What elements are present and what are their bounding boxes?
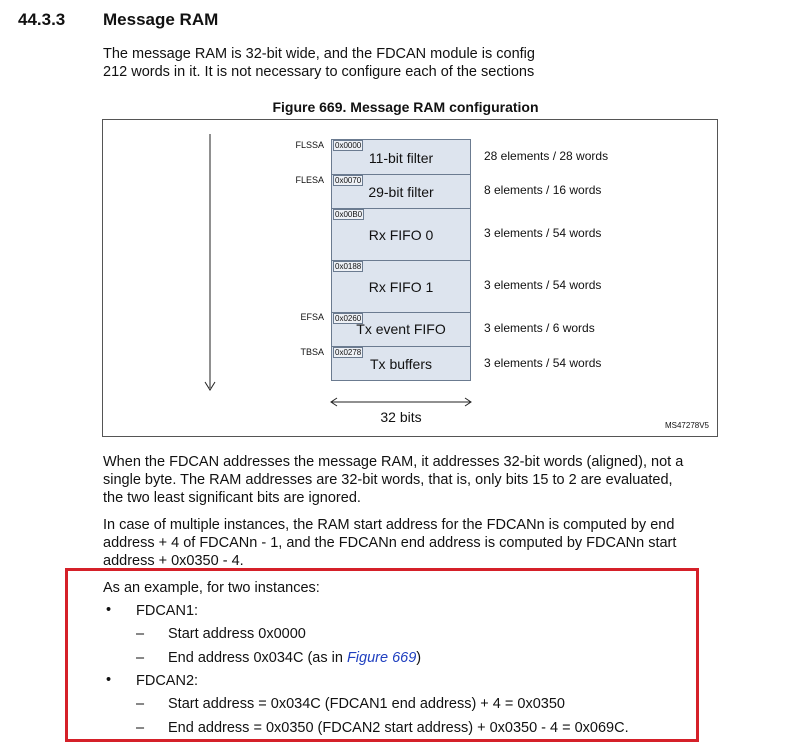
- block-elements: 3 elements / 54 words: [484, 226, 602, 240]
- block-label: 29-bit filter: [368, 184, 434, 200]
- message-ram-figure: [102, 119, 718, 437]
- address-label: 0x0000: [335, 141, 362, 150]
- address-label: 0x0188: [335, 262, 362, 271]
- fdcan2-label: FDCAN2:: [136, 673, 199, 689]
- section-title: Message RAM: [103, 10, 219, 29]
- symbol-tbsa: TBSA: [300, 347, 324, 357]
- fdcan2-end: End address = 0x0350 (FDCAN2 start address) + 0x0350 - 4 = 0x069C.: [168, 720, 629, 736]
- para3-line-2: address + 4 of FDCANn - 1, and the FDCANn end address is computed by FDCANn start: [103, 535, 677, 551]
- para2-line-2: single byte. The RAM addresses are 32-bit words, that is, only bits 15 to 2 are evaluated,: [103, 472, 673, 488]
- figure-code: MS47278V5: [664, 421, 709, 430]
- para2-line-1: When the FDCAN addresses the message RAM, it addresses 32-bit words (aligned), not a: [103, 454, 684, 470]
- section-number: 44.3.3: [18, 10, 66, 29]
- para2-line-3: the two least significant bits are ignored.: [103, 490, 361, 506]
- fdcan1-label: FDCAN1:: [136, 603, 199, 619]
- address-label: 0x0260: [335, 314, 362, 323]
- fdcan2-start: Start address = 0x034C (FDCAN1 end address) + 4 = 0x0350: [168, 696, 565, 712]
- dash-glyph: –: [136, 650, 145, 666]
- dash-glyph: –: [136, 720, 145, 736]
- block-elements: 3 elements / 54 words: [484, 356, 602, 370]
- block-elements: 28 elements / 28 words: [484, 149, 609, 163]
- ram-block-rx-fifo-0: [331, 208, 471, 261]
- symbol-flesa: FLESA: [295, 175, 324, 185]
- ram-block-rx-fifo-1: [331, 260, 471, 313]
- block-elements: 8 elements / 16 words: [484, 183, 602, 197]
- ram-block-tx-buffers: [331, 346, 471, 381]
- ram-block-29bit-filter: [331, 174, 471, 209]
- bullet-glyph: •: [106, 602, 112, 618]
- block-label: Tx event FIFO: [356, 321, 446, 337]
- symbol-flssa: FLSSA: [295, 140, 324, 150]
- ram-block-11bit-filter: [331, 139, 471, 175]
- figure-669-link[interactable]: Figure 669: [346, 650, 417, 666]
- symbol-efsa: EFSA: [300, 312, 324, 322]
- address-label: 0x00B0: [335, 210, 363, 219]
- ram-block-tx-event-fifo: [331, 312, 471, 347]
- intro-line-2: 212 words in it. It is not necessary to configure each of the sections: [103, 64, 535, 80]
- fdcan1-end-prefix: End address 0x034C (as in: [168, 650, 347, 666]
- block-label: Rx FIFO 0: [368, 227, 434, 243]
- dash-glyph: –: [136, 696, 145, 712]
- para3-line-1: In case of multiple instances, the RAM start address for the FDCANn is computed by end: [103, 517, 675, 533]
- block-label: Tx buffers: [370, 356, 432, 372]
- fdcan1-start: Start address 0x0000: [168, 626, 306, 642]
- intro-line-1: The message RAM is 32-bit wide, and the FDCAN module is config: [103, 46, 535, 62]
- width-label: 32 bits: [380, 409, 422, 425]
- fdcan1-end: [168, 649, 421, 667]
- address-label: 0x0278: [335, 348, 362, 357]
- address-direction-arrow: [203, 134, 217, 394]
- block-elements: 3 elements / 54 words: [484, 278, 602, 292]
- example-intro: As an example, for two instances:: [103, 580, 320, 596]
- fdcan1-end-suffix: ): [416, 650, 422, 666]
- figure-title: Figure 669. Message RAM configuration: [272, 99, 539, 115]
- block-label: 11-bit filter: [368, 150, 434, 166]
- dash-glyph: –: [136, 626, 145, 642]
- block-elements: 3 elements / 6 words: [484, 321, 595, 335]
- width-arrow: [329, 397, 473, 407]
- block-label: Rx FIFO 1: [368, 279, 434, 295]
- para3-line-3: address + 0x0350 - 4.: [103, 553, 244, 569]
- bullet-glyph: •: [106, 672, 112, 688]
- address-label: 0x0070: [335, 176, 362, 185]
